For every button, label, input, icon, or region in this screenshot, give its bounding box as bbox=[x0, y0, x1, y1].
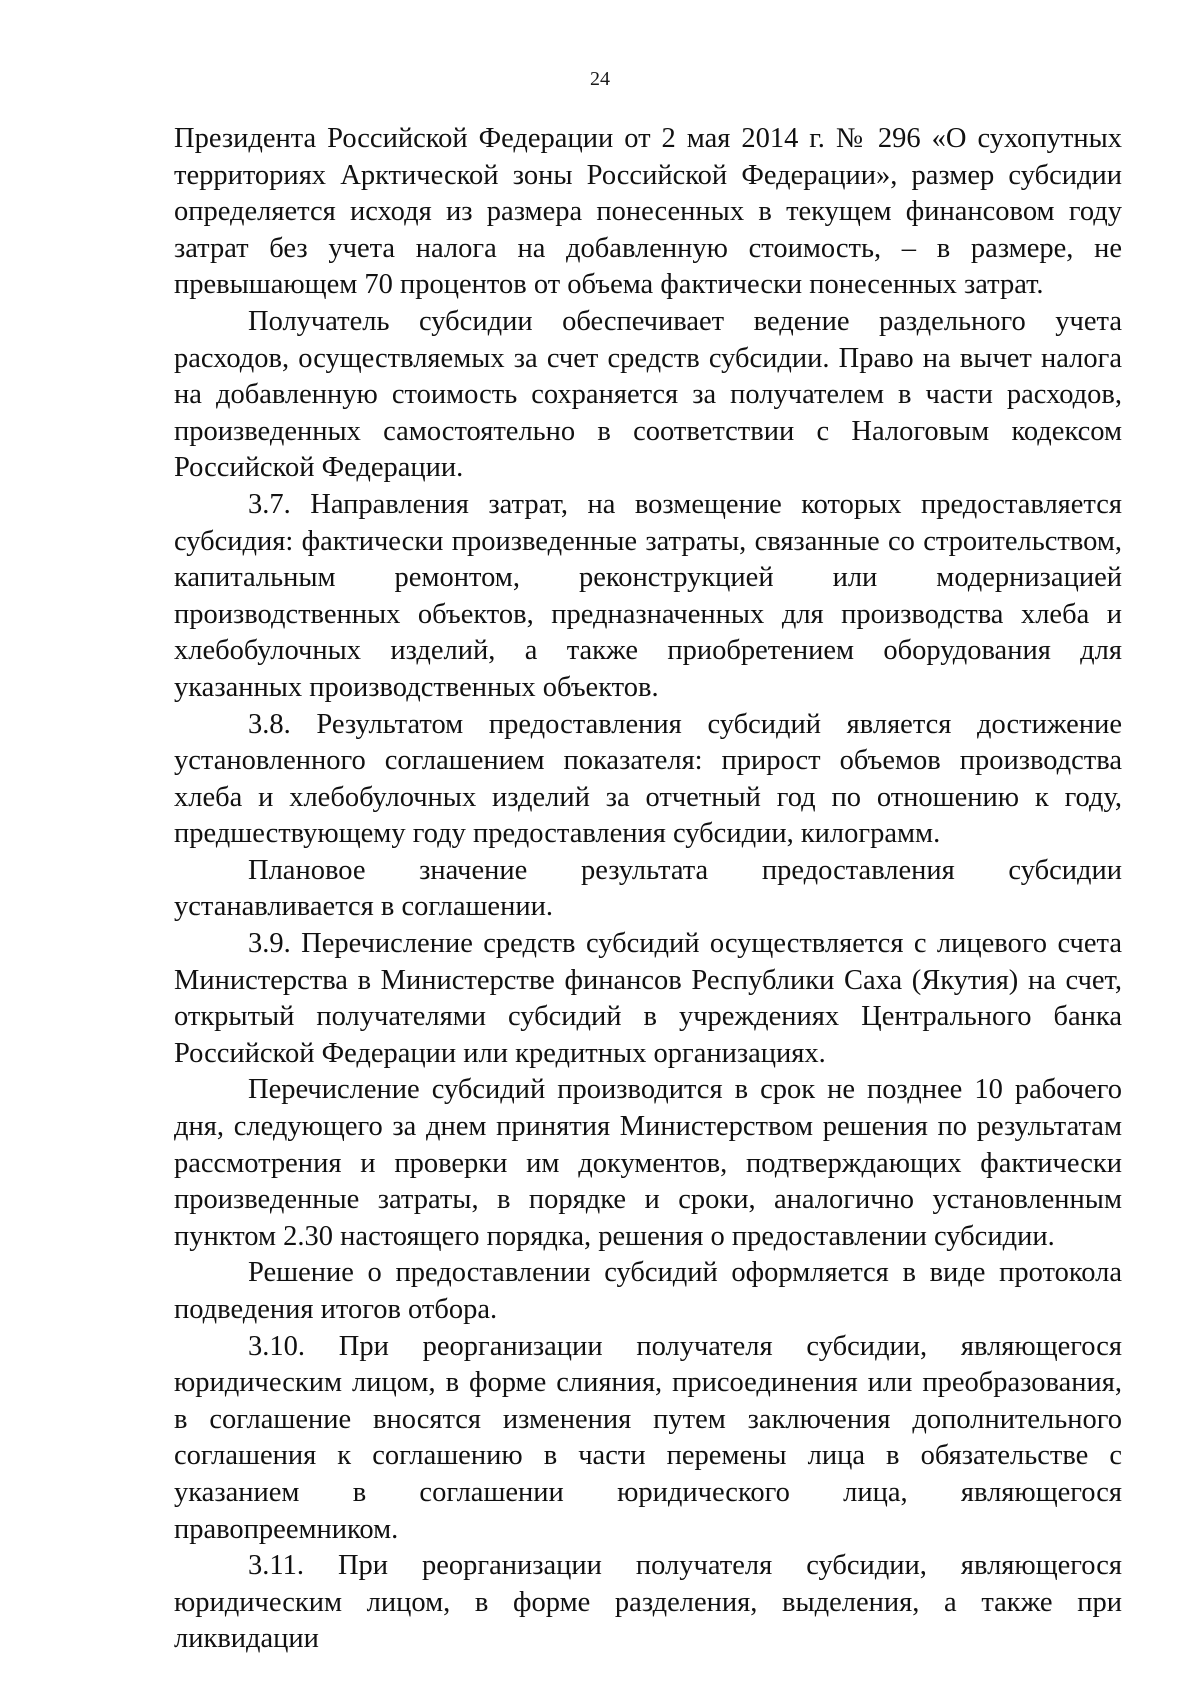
paragraph-decision: Решение о предоставлении субсидий оформляется в виде протокола подведения итогов отбора. bbox=[174, 1257, 1122, 1325]
paragraph-planned-value: Плановое значение результата предоставления субсидии устанавливается в соглашении. bbox=[174, 854, 1122, 923]
paragraph-3-9: 3.9. Перечисление средств субсидий осуществляется с лицевого счета Министерства в Министерстве финансов Республики Саха (Якутия) на счет, открытый получателями субсидий в учреждениях Центрального банка Российской Федерации или кредитных организациях. bbox=[174, 928, 1122, 1069]
paragraph-3-8: 3.8. Результатом предоставления субсидий является достижение установленного соглашением показателя: прирост объемов производства хлеба и хлебобулочных изделий за отчетный год по отношению к году, предшествующему году предоставления субсидии, килограмм. bbox=[174, 708, 1122, 850]
page-number: 24 bbox=[590, 68, 610, 90]
document-body bbox=[174, 121, 1122, 1658]
paragraph-3-11: 3.11. При реорганизации получателя субсидии, являющегося юридическим лицом, в форме разделения, выделения, а также при ликвидации bbox=[174, 1550, 1122, 1655]
paragraph-separate-accounting: Получатель субсидии обеспечивает ведение раздельного учета расходов, осуществляемых за счет средств субсидии. Право на вычет налога на добавленную стоимость сохраняется за получателем в части расходов, произведенных самостоятельно в соответствии с Налоговым кодексом Российской Федерации. bbox=[174, 305, 1122, 484]
paragraph-3-7: 3.7. Направления затрат, на возмещение которых предоставляется субсидия: фактически произведенные затраты, связанные со строительством, капитальным ремонтом, реконструкцией или модернизацией производственных объектов, предназначенных для производства хлеба и хлебобулочных изделий, а также приобретением оборудования для указанных производственных объектов. bbox=[174, 488, 1122, 703]
paragraph-3-10: 3.10. При реорганизации получателя субсидии, являющегося юридическим лицом, в форме слияния, присоединения или преобразования, в соглашение вносятся изменения путем заключения дополнительного соглашения к соглашению в части перемены лица в обязательстве с указанием в соглашении юридического лица, являющегося правопреемником. bbox=[174, 1330, 1122, 1545]
paragraph-transfer-term: Перечисление субсидий производится в срок не позднее 10 рабочего дня, следующего за днем принятия Министерством решения по результатам рассмотрения и проверки им документов, подтверждающих фактически произведенные затраты, в порядке и сроки, аналогично установленным пунктом 2.30 настоящего порядка, решения о предоставлении субсидии. bbox=[174, 1074, 1122, 1252]
paragraph-continuation: Президента Российской Федерации от 2 мая 2014 г. № 296 «О сухопутных территориях Арктической зоны Российской Федерации», размер субсидии определяется исходя из размера понесенных в текущем финансовом году затрат без учета налога на добавленную стоимость, – в размере, не превышающем 70 процентов от объема фактически понесенных затрат. bbox=[174, 123, 1122, 301]
